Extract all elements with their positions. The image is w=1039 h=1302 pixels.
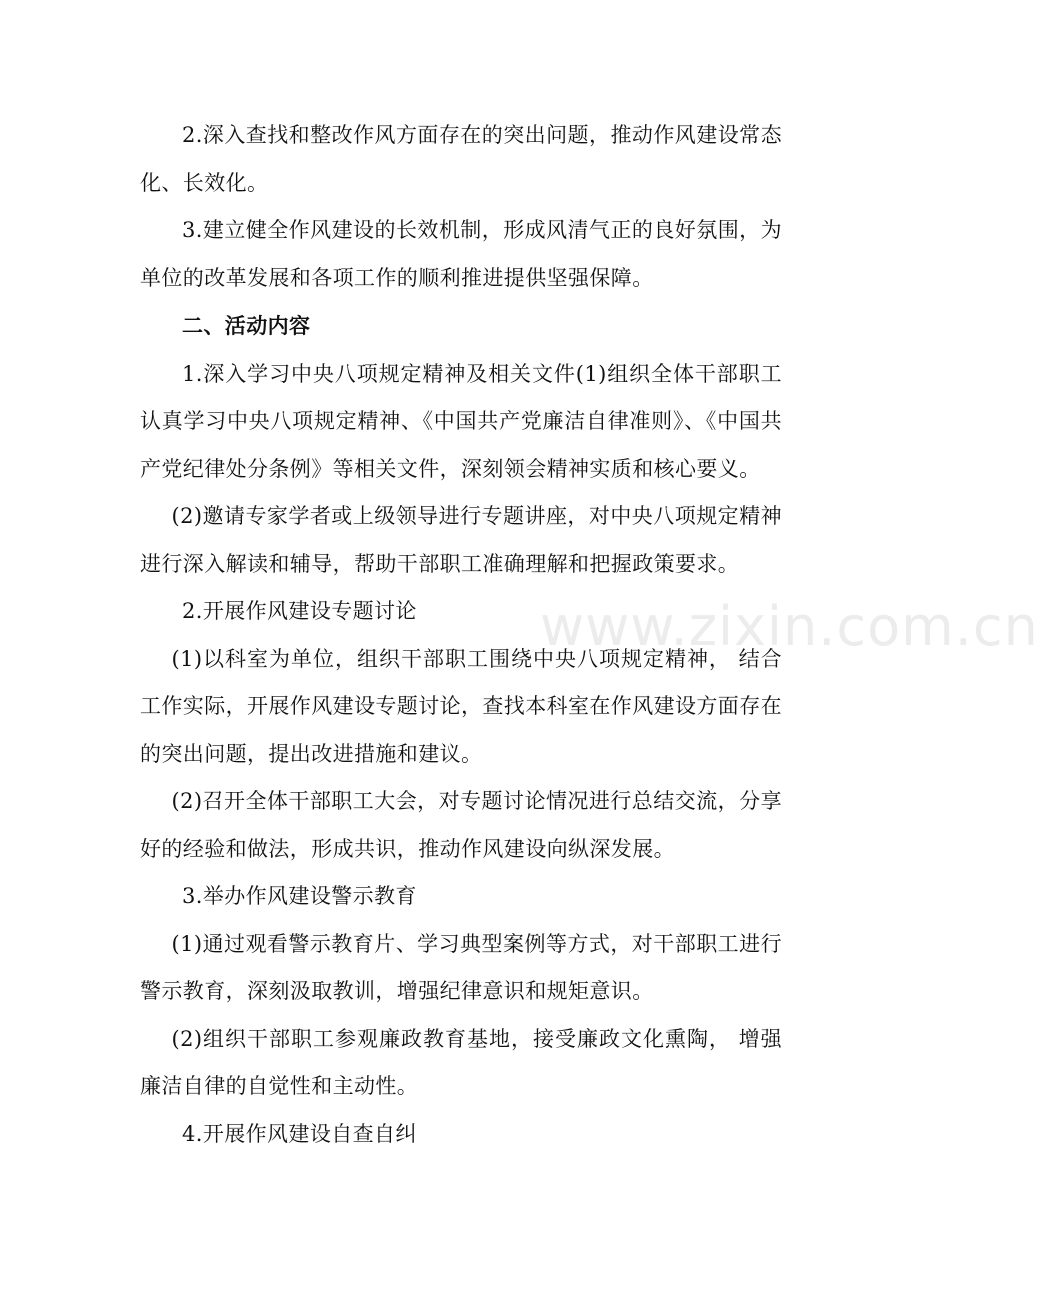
- watermark: www.zixin.com.cn: [540, 595, 1039, 658]
- paragraph-warning-heading: 3.举办作风建设警示教育: [182, 884, 417, 908]
- paragraph-goal-2: 2.深入查找和整改作风方面存在的突出问题，推动作风建设常态化、长效化。: [140, 123, 782, 195]
- document-body: [140, 112, 782, 1158]
- paragraph-warning-item-1: (1)通过观看警示教育片、学习典型案例等方式，对干部职工进行警示教育，深刻汲取教训，增强纪律意识和规矩意识。: [140, 931, 782, 1003]
- paragraph-discussion-heading: 2.开展作风建设专题讨论: [182, 599, 417, 623]
- paragraph-discussion-item-1: (1)以科室为单位，组织干部职工围绕中央八项规定精神， 结合工作实际，开展作风建设专题讨论，查找本科室在作风建设方面存在的突出问题，提出改进措施和建议。: [140, 646, 782, 766]
- paragraph-goal-3: 3.建立健全作风建设的长效机制，形成风清气正的良好氛围，为单位的改革发展和各项工作的顺利推进提供坚强保障。: [140, 218, 782, 290]
- paragraph-discussion-item-2: (2)召开全体干部职工大会，对专题讨论情况进行总结交流，分享好的经验和做法，形成共识，推动作风建设向纵深发展。: [140, 789, 782, 861]
- paragraph-warning-item-2: (2)组织干部职工参观廉政教育基地，接受廉政文化熏陶， 增强廉洁自律的自觉性和主动性。: [140, 1026, 782, 1098]
- paragraph-study-item-2: (2)邀请专家学者或上级领导进行专题讲座，对中央八项规定精神进行深入解读和辅导，帮助干部职工准确理解和把握政策要求。: [140, 504, 782, 576]
- paragraph-study-item-1: 1.深入学习中央八项规定精神及相关文件(1)组织全体干部职工认真学习中央八项规定精神、《中国共产党廉洁自律准则》、《中国共产党纪律处分条例》等相关文件，深刻领会精神实质和核心要义。: [140, 361, 782, 481]
- section-heading-activity-content: 二、活动内容: [182, 314, 311, 338]
- paragraph-selfcheck-heading: 4.开展作风建设自查自纠: [182, 1121, 417, 1146]
